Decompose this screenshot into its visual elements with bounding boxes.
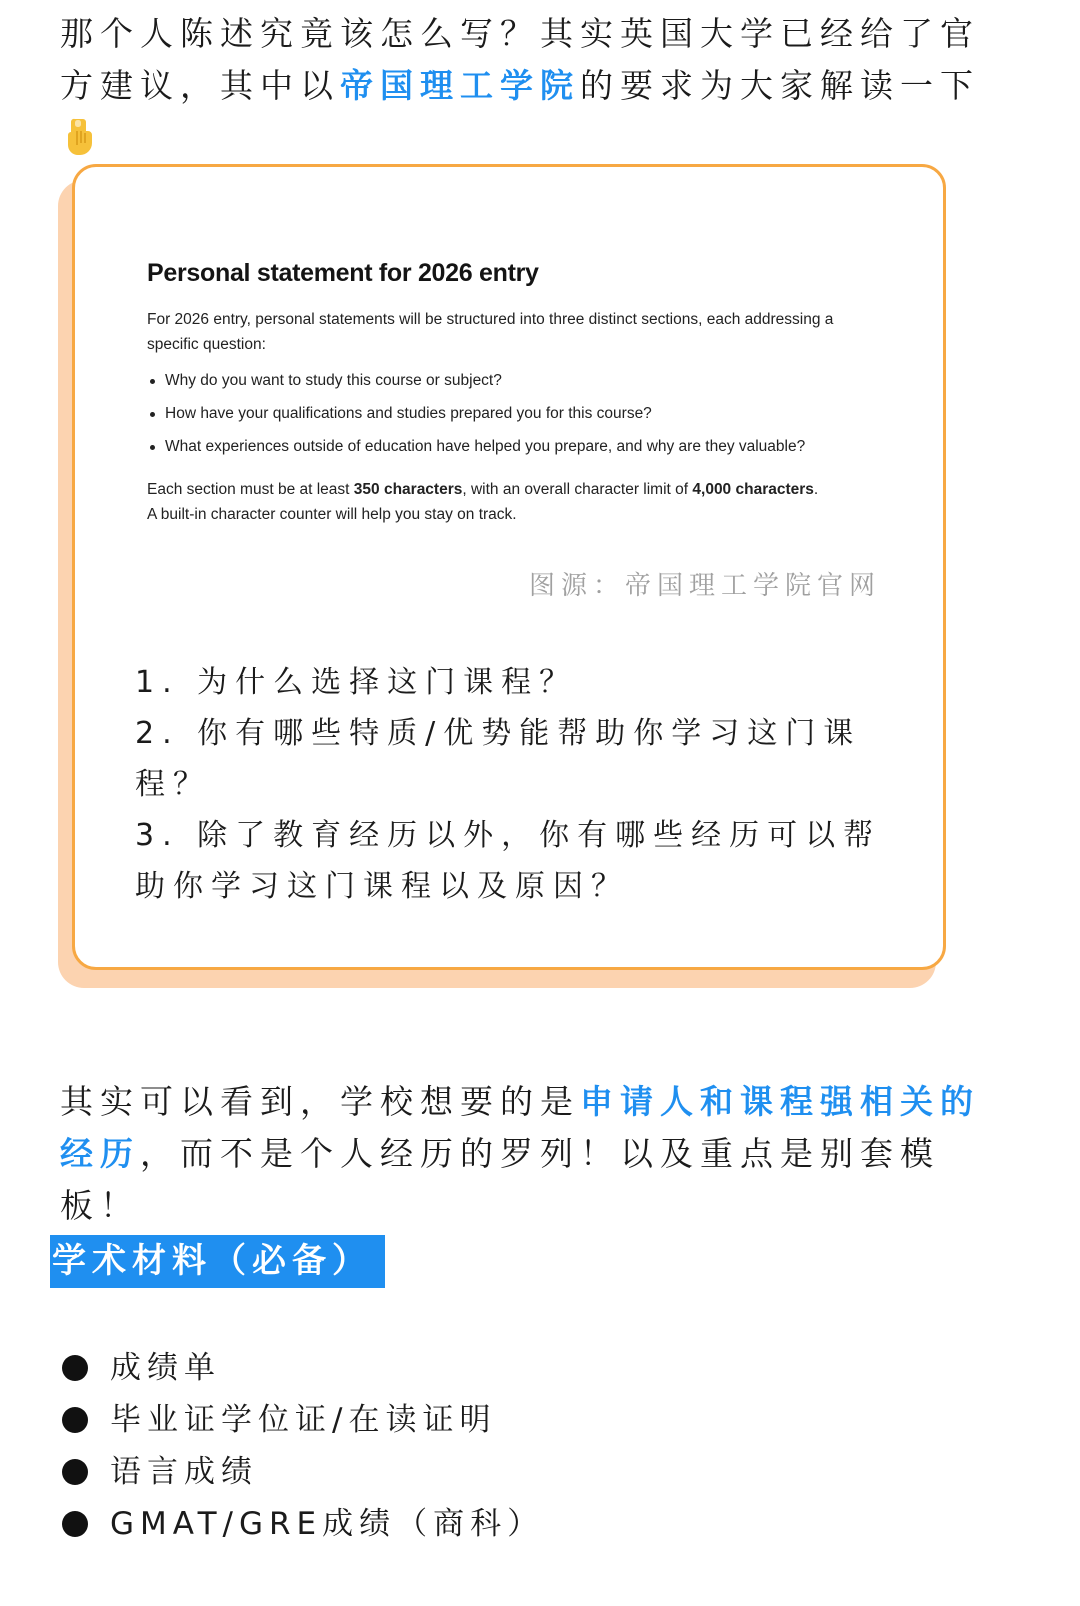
screenshot-question: How have your qualifications and studies prepared you for this course? xyxy=(147,402,805,435)
chinese-question: 3. 除了教育经历以外，你有哪些经历可以帮助你学习这门课程以及原因？ xyxy=(135,818,882,904)
screenshot-intro: For 2026 entry, personal statements will be structured into three distinct sections, each addressing a specific question: xyxy=(147,311,834,353)
statement-card xyxy=(72,164,946,970)
chinese-question-list xyxy=(135,657,895,912)
summary-text-after: ，而不是个人经历的罗列！以及重点是别套模板！ xyxy=(60,1134,940,1225)
screenshot-title: Personal statement for 2026 entry xyxy=(147,259,539,287)
materials-list xyxy=(60,1342,544,1550)
counter-note: A built-in character counter will help you stay on track. xyxy=(147,506,517,523)
screenshot-question: Why do you want to study this course or subject? xyxy=(147,369,805,402)
screenshot-question-list xyxy=(147,369,805,468)
summary-text-before: 其实可以看到，学校想要的是 xyxy=(60,1082,580,1121)
section-heading: 学术材料（必备） xyxy=(50,1235,385,1288)
bullet-icon xyxy=(150,379,155,384)
list-item: 毕业证学位证/在读证明 xyxy=(60,1394,544,1446)
chinese-question: 1. 为什么选择这门课程？ xyxy=(135,665,578,700)
bullet-icon xyxy=(62,1459,88,1485)
intro-text-after: 的要求为大家解读一下 xyxy=(580,66,980,105)
bullet-icon xyxy=(150,445,155,450)
intro-paragraph xyxy=(60,8,1000,164)
image-source-caption: 图源：帝国理工学院官网 xyxy=(528,571,881,601)
min-characters: 350 characters xyxy=(353,481,463,498)
backhand-index-pointing-down-icon xyxy=(66,117,94,157)
bullet-icon xyxy=(62,1407,88,1433)
list-item: GMAT/GRE成绩（商科） xyxy=(60,1498,544,1550)
bullet-icon xyxy=(150,412,155,417)
bullet-icon xyxy=(62,1355,88,1381)
list-item: 语言成绩 xyxy=(60,1446,544,1498)
intro-highlight: 帝国理工学院 xyxy=(340,66,580,105)
chinese-question: 2. 你有哪些特质/优势能帮助你学习这门课程？ xyxy=(135,716,862,802)
summary-paragraph xyxy=(60,1076,1000,1232)
summary-highlight: 申请人和课程强相关的经历 xyxy=(60,1082,980,1173)
screenshot-question: What experiences outside of education have helped you prepare, and why are they valuable? xyxy=(147,435,805,468)
max-characters: 4,000 characters xyxy=(692,481,814,498)
bullet-icon xyxy=(62,1511,88,1537)
intro-text-before: 那个人陈述究竟该怎么写？其实英国大学已经给了官方建议，其中以 xyxy=(60,14,980,105)
list-item: 成绩单 xyxy=(60,1342,544,1394)
screenshot-limit-text: Each section must be at least 350 characters, with an overall character limit of 4,000 characters. A built-in character counter will help you stay on track. xyxy=(147,481,819,523)
